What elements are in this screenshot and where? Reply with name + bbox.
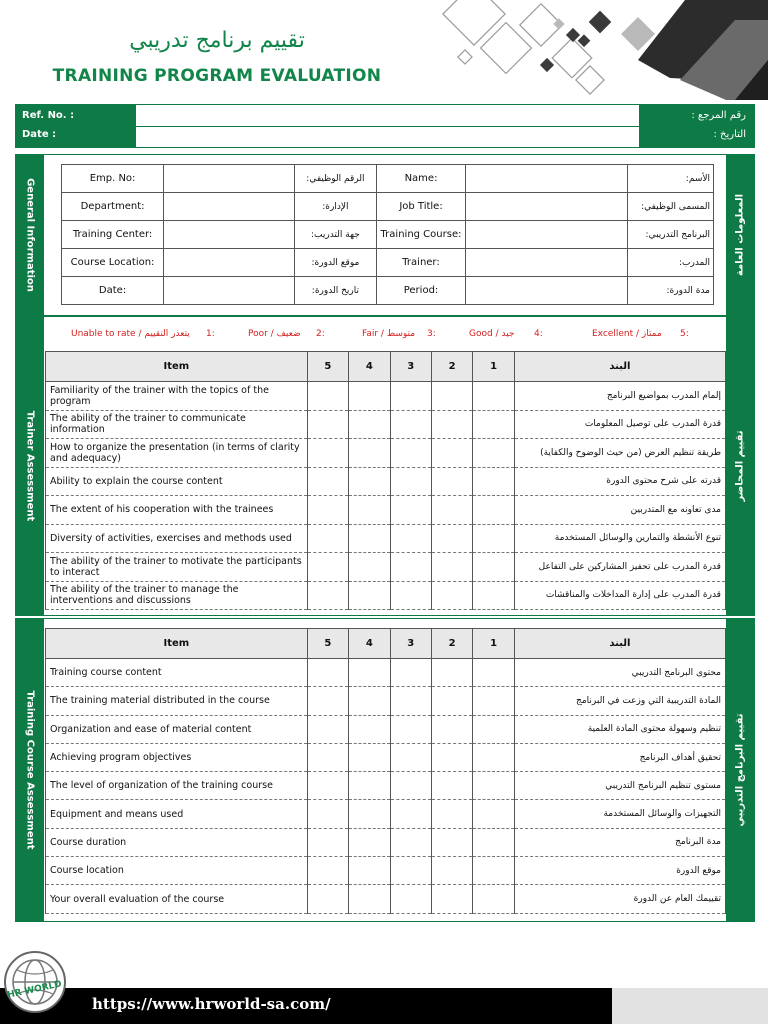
table-row xyxy=(46,410,726,439)
score-cell-3[interactable] xyxy=(390,524,431,553)
score-cell-2[interactable] xyxy=(431,524,472,553)
field-label-ar: المدرب: xyxy=(628,249,714,277)
score-cell-5[interactable] xyxy=(307,524,348,553)
field-label: Department: xyxy=(62,193,164,221)
field-input[interactable] xyxy=(466,165,628,193)
criterion-text: Diversity of activities, exercises and methods used xyxy=(46,524,308,553)
criterion-text-ar: تحقيق أهداف البرنامج xyxy=(514,743,725,771)
field-label-ar: البرنامج التدريبي: xyxy=(628,221,714,249)
score-cell-3[interactable] xyxy=(390,715,431,743)
criterion-text-ar: التجهيزات والوسائل المستخدمة xyxy=(514,800,725,828)
criterion-text-ar: المادة التدريبية التي وزعت في البرنامج xyxy=(514,687,725,715)
score-cell-5[interactable] xyxy=(307,715,348,743)
score-cell-1[interactable] xyxy=(473,410,514,439)
rating-scale-number: 5: xyxy=(680,329,689,339)
score-cell-5[interactable] xyxy=(307,553,348,582)
score-cell-5[interactable] xyxy=(307,410,348,439)
reference-labels-en xyxy=(16,105,136,147)
table-row xyxy=(46,659,726,687)
score-cell-3[interactable] xyxy=(390,743,431,771)
field-label-ar: جهة التدريب: xyxy=(295,221,377,249)
score-cell-4[interactable] xyxy=(349,885,390,913)
score-cell-3[interactable] xyxy=(390,857,431,885)
score-cell-2[interactable] xyxy=(431,885,472,913)
table-row xyxy=(46,439,726,468)
score-cell-2[interactable] xyxy=(431,496,472,525)
score-cell-5[interactable] xyxy=(307,659,348,687)
hr-world-logo xyxy=(3,948,67,1018)
score-cell-3[interactable] xyxy=(390,659,431,687)
criterion-text: Course duration xyxy=(46,828,308,856)
field-input[interactable] xyxy=(466,193,628,221)
criterion-text-ar: قدرته على شرح محتوى الدورة xyxy=(514,467,725,496)
rating-scale-text: Unable to rate / يتعذر التقييم xyxy=(71,329,190,339)
score-cell-1[interactable] xyxy=(473,581,514,610)
field-label: Training Course: xyxy=(376,221,466,249)
ref-no-label-ar: رقم المرجع : xyxy=(691,110,746,121)
criterion-text-ar: قدرة المدرب على توصيل المعلومات xyxy=(514,410,725,439)
item-header: Item xyxy=(46,629,308,659)
criterion-text: The extent of his cooperation with the trainees xyxy=(46,496,308,525)
score-cell-5[interactable] xyxy=(307,687,348,715)
general-information-side-label-ar xyxy=(726,155,754,315)
score-cell-3[interactable] xyxy=(390,467,431,496)
score-cell-3[interactable] xyxy=(390,772,431,800)
score-cell-4[interactable] xyxy=(349,439,390,468)
score-cell-2[interactable] xyxy=(431,743,472,771)
field-input[interactable] xyxy=(164,221,295,249)
score-cell-2[interactable] xyxy=(431,553,472,582)
ref-no-field[interactable] xyxy=(138,106,638,125)
score-cell-4[interactable] xyxy=(349,553,390,582)
score-cell-2[interactable] xyxy=(431,439,472,468)
score-header: 3 xyxy=(390,629,431,659)
score-cell-4[interactable] xyxy=(349,410,390,439)
criterion-text-ar: قدرة المدرب على تحفيز المشاركين على التفاعل xyxy=(514,553,725,582)
criterion-text: The ability of the trainer to motivate the participants to interact xyxy=(46,553,308,582)
item-header-ar: البند xyxy=(514,629,725,659)
field-label-ar: مدة الدورة: xyxy=(628,277,714,305)
score-cell-5[interactable] xyxy=(307,772,348,800)
score-cell-4[interactable] xyxy=(349,524,390,553)
title-arabic: تقييم برنامج تدريبي xyxy=(129,28,305,53)
table-row xyxy=(46,743,726,771)
criterion-text-ar: تقييمك العام عن الدورة xyxy=(514,885,725,913)
date-label: Date : xyxy=(22,129,57,140)
general-info-row xyxy=(62,249,714,277)
course-assessment-title-ar: تقييم البرنامج التدريبي xyxy=(734,713,746,827)
score-cell-5[interactable] xyxy=(307,800,348,828)
date-label-ar: التاريخ : xyxy=(713,129,746,140)
trainer-assessment-title-ar: تقييم المحاضر xyxy=(734,430,746,502)
rating-scale-text: Excellent / ممتاز xyxy=(592,329,662,339)
table-row xyxy=(46,857,726,885)
score-cell-4[interactable] xyxy=(349,800,390,828)
field-label-ar: الإدارة: xyxy=(295,193,377,221)
table-row xyxy=(46,828,726,856)
field-label: Trainer: xyxy=(376,249,466,277)
footer-accent xyxy=(612,988,768,1024)
general-info-row xyxy=(62,165,714,193)
logo-text: HR WORLD xyxy=(6,979,63,1001)
score-cell-5[interactable] xyxy=(307,828,348,856)
score-header: 5 xyxy=(307,629,348,659)
criterion-text-ar: موقع الدورة xyxy=(514,857,725,885)
score-cell-4[interactable] xyxy=(349,687,390,715)
rating-scale-number: 3: xyxy=(427,329,436,339)
score-cell-5[interactable] xyxy=(307,743,348,771)
score-cell-4[interactable] xyxy=(349,581,390,610)
score-cell-1[interactable] xyxy=(473,439,514,468)
score-cell-3[interactable] xyxy=(390,885,431,913)
trainer-assessment-title: Trainer Assessment xyxy=(24,410,36,522)
general-information-title: General Information xyxy=(24,178,36,292)
criterion-text: Ability to explain the course content xyxy=(46,467,308,496)
score-cell-2[interactable] xyxy=(431,687,472,715)
table-row xyxy=(46,467,726,496)
score-cell-5[interactable] xyxy=(307,885,348,913)
rating-scale-text: Good / جيد xyxy=(469,329,515,339)
score-header: 2 xyxy=(431,629,472,659)
field-input[interactable] xyxy=(466,277,628,305)
course-assessment-side-label-ar xyxy=(726,619,754,921)
item-header: Item xyxy=(46,352,308,382)
field-label: Emp. No: xyxy=(62,165,164,193)
field-label: Name: xyxy=(376,165,466,193)
score-cell-1[interactable] xyxy=(473,800,514,828)
score-cell-4[interactable] xyxy=(349,772,390,800)
score-cell-1[interactable] xyxy=(473,553,514,582)
criterion-text: Familiarity of the trainer with the topics of the program xyxy=(46,382,308,411)
score-cell-5[interactable] xyxy=(307,439,348,468)
general-information-side-label xyxy=(16,155,44,315)
criterion-text: The training material distributed in the course xyxy=(46,687,308,715)
course-assessment-title: Training Course Assessment xyxy=(24,690,36,850)
score-cell-4[interactable] xyxy=(349,857,390,885)
field-input[interactable] xyxy=(466,221,628,249)
rating-scale-text: Poor / ضعيف xyxy=(248,329,301,339)
criterion-text: Your overall evaluation of the course xyxy=(46,885,308,913)
score-cell-1[interactable] xyxy=(473,772,514,800)
score-cell-1[interactable] xyxy=(473,828,514,856)
score-cell-4[interactable] xyxy=(349,715,390,743)
ref-no-label: Ref. No. : xyxy=(22,110,75,121)
score-header: 3 xyxy=(390,352,431,382)
reference-bar xyxy=(15,104,755,148)
score-header: 4 xyxy=(349,629,390,659)
field-input[interactable] xyxy=(164,165,295,193)
rating-scale-number: 4: xyxy=(534,329,543,339)
score-cell-5[interactable] xyxy=(307,467,348,496)
criterion-text-ar: مدة البرنامج xyxy=(514,828,725,856)
general-information-section xyxy=(15,154,755,316)
general-info-row xyxy=(62,277,714,305)
score-cell-2[interactable] xyxy=(431,659,472,687)
criterion-text-ar: محتوى البرنامج التدريبي xyxy=(514,659,725,687)
website-link[interactable]: https://www.hrworld-sa.com/ xyxy=(92,995,331,1013)
table-row xyxy=(46,524,726,553)
score-cell-1[interactable] xyxy=(473,715,514,743)
score-cell-3[interactable] xyxy=(390,687,431,715)
field-label: Job Title: xyxy=(376,193,466,221)
criterion-text: Organization and ease of material content xyxy=(46,715,308,743)
score-header: 1 xyxy=(473,352,514,382)
table-header-row xyxy=(46,629,726,659)
course-assessment-section xyxy=(15,618,755,922)
criterion-text-ar: تنوع الأنشطة والتمارين والوسائل المستخدمة xyxy=(514,524,725,553)
field-label-ar: موقع الدورة: xyxy=(295,249,377,277)
score-cell-3[interactable] xyxy=(390,382,431,411)
trainer-assessment-table xyxy=(45,351,726,610)
general-info-row xyxy=(62,193,714,221)
score-cell-1[interactable] xyxy=(473,659,514,687)
rating-scale-number: 1: xyxy=(206,329,215,339)
field-label-ar: الأسم: xyxy=(628,165,714,193)
score-cell-1[interactable] xyxy=(473,524,514,553)
general-information-title-ar: المعلومات العامة xyxy=(734,193,746,277)
score-header: 4 xyxy=(349,352,390,382)
score-cell-5[interactable] xyxy=(307,581,348,610)
criterion-text-ar: مدى تعاونه مع المتدربين xyxy=(514,496,725,525)
criterion-text: The ability of the trainer to manage the interventions and discussions xyxy=(46,581,308,610)
score-cell-2[interactable] xyxy=(431,800,472,828)
criterion-text-ar: طريقة تنظيم العرض (من حيث الوضوح والكفاية) xyxy=(514,439,725,468)
rating-scale-text: Fair / متوسط xyxy=(362,329,416,339)
table-row xyxy=(46,687,726,715)
score-cell-4[interactable] xyxy=(349,496,390,525)
trainer-assessment-side-label xyxy=(16,317,44,615)
criterion-text: Course location xyxy=(46,857,308,885)
score-cell-1[interactable] xyxy=(473,467,514,496)
criterion-text: Training course content xyxy=(46,659,308,687)
table-row xyxy=(46,382,726,411)
title-english: TRAINING PROGRAM EVALUATION xyxy=(52,66,382,86)
score-cell-2[interactable] xyxy=(431,467,472,496)
score-header: 2 xyxy=(431,352,472,382)
table-row xyxy=(46,772,726,800)
field-input[interactable] xyxy=(164,277,295,305)
score-cell-5[interactable] xyxy=(307,382,348,411)
criterion-text: How to organize the presentation (in terms of clarity and adequacy) xyxy=(46,439,308,468)
trainer-assessment-section xyxy=(15,316,755,616)
rating-scale-number: 2: xyxy=(316,329,325,339)
score-cell-1[interactable] xyxy=(473,687,514,715)
score-cell-2[interactable] xyxy=(431,715,472,743)
criterion-text-ar: قدرة المدرب على إدارة المداخلات والمناقشات xyxy=(514,581,725,610)
score-cell-4[interactable] xyxy=(349,467,390,496)
score-cell-4[interactable] xyxy=(349,659,390,687)
field-label-ar: المسمى الوظيفي: xyxy=(628,193,714,221)
score-cell-1[interactable] xyxy=(473,382,514,411)
score-cell-3[interactable] xyxy=(390,496,431,525)
field-label-ar: تاريخ الدورة: xyxy=(295,277,377,305)
field-label: Period: xyxy=(376,277,466,305)
score-cell-3[interactable] xyxy=(390,439,431,468)
score-cell-4[interactable] xyxy=(349,743,390,771)
table-header-row xyxy=(46,352,726,382)
criterion-text-ar: تنظيم وسهولة محتوى المادة العلمية xyxy=(514,715,725,743)
score-cell-2[interactable] xyxy=(431,581,472,610)
score-cell-5[interactable] xyxy=(307,857,348,885)
score-cell-2[interactable] xyxy=(431,772,472,800)
table-row xyxy=(46,581,726,610)
score-cell-2[interactable] xyxy=(431,828,472,856)
field-label: Course Location: xyxy=(62,249,164,277)
score-header: 1 xyxy=(473,629,514,659)
criterion-text: The ability of the trainer to communicate information xyxy=(46,410,308,439)
criterion-text: Achieving program objectives xyxy=(46,743,308,771)
decorative-squares xyxy=(430,0,768,100)
general-information-table xyxy=(61,164,714,305)
score-header: 5 xyxy=(307,352,348,382)
score-cell-2[interactable] xyxy=(431,410,472,439)
field-label-ar: الرقم الوظيفي: xyxy=(295,165,377,193)
score-cell-4[interactable] xyxy=(349,382,390,411)
score-cell-1[interactable] xyxy=(473,743,514,771)
criterion-text-ar: مستوى تنظيم البرنامج التدريبي xyxy=(514,772,725,800)
score-cell-2[interactable] xyxy=(431,857,472,885)
score-cell-3[interactable] xyxy=(390,581,431,610)
table-row xyxy=(46,496,726,525)
score-cell-1[interactable] xyxy=(473,885,514,913)
item-header-ar: البند xyxy=(514,352,725,382)
score-cell-3[interactable] xyxy=(390,828,431,856)
score-cell-1[interactable] xyxy=(473,496,514,525)
trainer-assessment-side-label-ar xyxy=(726,317,754,615)
table-row xyxy=(46,885,726,913)
table-row xyxy=(46,553,726,582)
field-label: Date: xyxy=(62,277,164,305)
score-cell-2[interactable] xyxy=(431,382,472,411)
table-row xyxy=(46,715,726,743)
score-cell-4[interactable] xyxy=(349,828,390,856)
field-input[interactable] xyxy=(466,249,628,277)
score-cell-1[interactable] xyxy=(473,857,514,885)
table-row xyxy=(46,800,726,828)
course-assessment-table xyxy=(45,628,726,914)
reference-labels-ar xyxy=(639,105,754,147)
score-cell-5[interactable] xyxy=(307,496,348,525)
criterion-text-ar: إلمام المدرب بمواضيع البرنامج xyxy=(514,382,725,411)
score-cell-3[interactable] xyxy=(390,553,431,582)
general-info-row xyxy=(62,221,714,249)
course-assessment-side-label xyxy=(16,619,44,921)
criterion-text: The level of organization of the training course xyxy=(46,772,308,800)
criterion-text: Equipment and means used xyxy=(46,800,308,828)
field-input[interactable] xyxy=(164,249,295,277)
field-label: Training Center: xyxy=(62,221,164,249)
date-field[interactable] xyxy=(138,127,638,146)
field-input[interactable] xyxy=(164,193,295,221)
score-cell-3[interactable] xyxy=(390,800,431,828)
score-cell-3[interactable] xyxy=(390,410,431,439)
